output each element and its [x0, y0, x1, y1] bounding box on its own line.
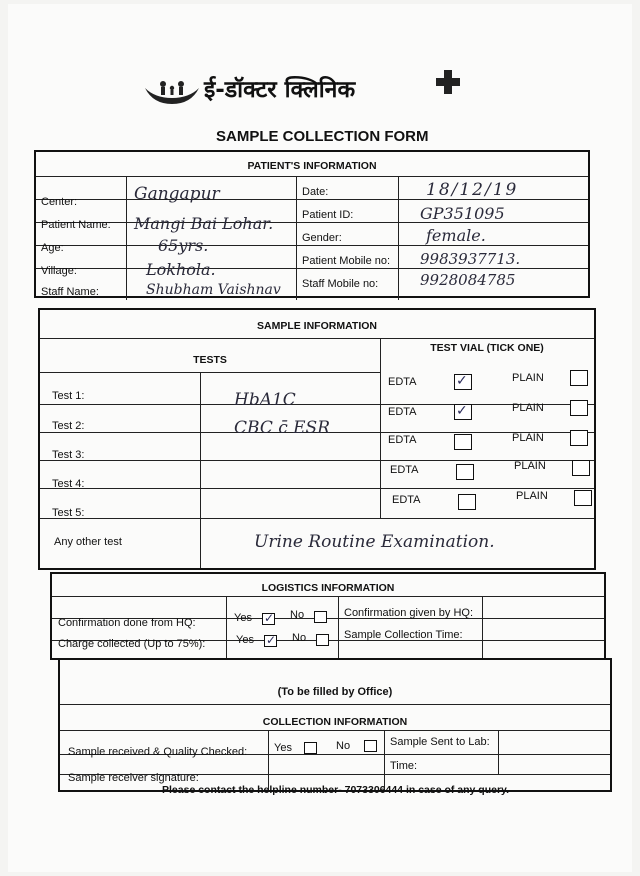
helpline-footer: Please contact the helpline number- 7073306444 in case of any query. — [162, 784, 510, 796]
confirmation-label: Confirmation done from HQ: — [58, 617, 196, 629]
collection-time-label: Sample Collection Time: — [344, 629, 463, 641]
time-label: Time: — [390, 760, 418, 772]
sample-info-section — [38, 308, 596, 570]
patient-info-section — [34, 150, 590, 298]
plain-label-1: PLAIN — [512, 372, 544, 384]
check-mark-icon: ✓ — [266, 633, 277, 647]
plain-checkbox-5[interactable] — [574, 490, 592, 506]
patient-name-label: Patient Name: — [41, 219, 111, 231]
confirmation-no-checkbox[interactable] — [314, 611, 327, 623]
confirmation-given-by-label: Confirmation given by HQ: — [344, 607, 473, 619]
edta-checkbox-3[interactable] — [454, 434, 472, 450]
form-page — [8, 4, 632, 872]
patient-name-value: Mangi Bai Lohar. — [134, 214, 274, 233]
plain-label-5: PLAIN — [516, 490, 548, 502]
plain-label-3: PLAIN — [512, 432, 544, 444]
logistics-section — [50, 572, 606, 660]
patient-id-value: GP351095 — [420, 204, 505, 223]
plain-checkbox-2[interactable] — [570, 400, 588, 416]
charge-yes-label: Yes — [236, 634, 254, 646]
other-test-value: Urine Routine Examination. — [254, 532, 495, 552]
test-2-label: Test 2: — [52, 420, 85, 432]
logistics-section-title: LOGISTICS INFORMATION — [261, 582, 395, 594]
office-note: (To be filled by Office) — [277, 686, 393, 698]
test-3-label: Test 3: — [52, 449, 85, 461]
center-label: Center: — [41, 196, 78, 208]
center-value: Gangapur — [134, 184, 220, 204]
edta-label-5: EDTA — [392, 494, 421, 506]
staff-name-value: Shubham Vaishnav — [146, 282, 281, 298]
staff-mobile-value: 9928084785 — [420, 271, 516, 289]
check-mark-icon: ✓ — [264, 611, 275, 625]
village-label: Village: — [41, 265, 77, 277]
edta-label-2: EDTA — [388, 406, 417, 418]
received-no-label: No — [336, 740, 351, 752]
plain-checkbox-1[interactable] — [570, 370, 588, 386]
check-mark-icon: ✓ — [456, 402, 468, 418]
vial-header: TEST VIAL (TICK ONE) — [430, 342, 544, 354]
confirmation-yes-checkbox[interactable] — [262, 613, 275, 625]
charge-no-label: No — [292, 632, 307, 644]
village-value: Lokhola. — [146, 260, 216, 279]
age-label: Age: — [41, 242, 64, 254]
edta-checkbox-2[interactable] — [454, 404, 472, 420]
charge-no-checkbox[interactable] — [316, 634, 329, 646]
edta-label-3: EDTA — [388, 434, 417, 446]
edta-checkbox-5[interactable] — [458, 494, 476, 510]
test-5-label: Test 5: — [52, 507, 85, 519]
edta-checkbox-4[interactable] — [456, 464, 474, 480]
date-label: Date: — [302, 186, 329, 198]
plain-checkbox-4[interactable] — [572, 460, 590, 476]
medical-cross-icon — [436, 70, 460, 94]
hindi-title: ई-डॉक्टर क्लिनिक — [204, 77, 356, 103]
plain-label-4: PLAIN — [514, 460, 546, 472]
received-yes-label: Yes — [274, 742, 292, 754]
any-other-test-label: Any other test — [54, 536, 122, 548]
confirmation-yes-label: Yes — [234, 612, 252, 624]
patient-mobile-value: 9983937713. — [420, 250, 521, 268]
form-title: SAMPLE COLLECTION FORM — [216, 128, 429, 145]
plain-checkbox-3[interactable] — [570, 430, 588, 446]
gender-label: Gender: — [302, 232, 342, 244]
sample-sent-label: Sample Sent to Lab: — [390, 736, 490, 748]
edta-label-1: EDTA — [388, 376, 417, 388]
patient-mobile-label: Patient Mobile no: — [302, 255, 391, 267]
age-value: 65yrs. — [158, 236, 209, 255]
staff-name-label: Staff Name: — [41, 286, 99, 298]
sample-received-label: Sample received & Quality Checked: — [68, 746, 248, 758]
test-1-label: Test 1: — [52, 390, 85, 402]
test-4-label: Test 4: — [52, 478, 85, 490]
edta-label-4: EDTA — [390, 464, 419, 476]
patient-id-label: Patient ID: — [302, 209, 354, 221]
patient-section-title: PATIENT'S INFORMATION — [247, 160, 377, 172]
date-value: 18/12/19 — [426, 180, 519, 200]
confirmation-no-label: No — [290, 609, 305, 621]
test-2-value: CBC c̄ ESR — [234, 418, 331, 438]
receiver-signature-label: Sample receiver signature: — [68, 772, 199, 784]
charge-yes-checkbox[interactable] — [264, 635, 277, 647]
collection-section-title: COLLECTION INFORMATION — [262, 716, 408, 728]
family-hands-icon — [143, 78, 201, 108]
staff-mobile-label: Staff Mobile no: — [302, 278, 379, 290]
tests-header: TESTS — [193, 354, 227, 366]
received-no-checkbox[interactable] — [364, 740, 377, 752]
check-mark-icon: ✓ — [456, 372, 468, 388]
received-yes-checkbox[interactable] — [304, 742, 317, 754]
collection-section — [58, 658, 612, 792]
gender-value: female. — [426, 226, 486, 245]
edta-checkbox-1[interactable] — [454, 374, 472, 390]
plain-label-2: PLAIN — [512, 402, 544, 414]
test-1-value: HbA1C — [234, 390, 296, 410]
charge-label: Charge collected (Up to 75%): — [58, 638, 206, 650]
sample-section-title: SAMPLE INFORMATION — [257, 320, 377, 332]
